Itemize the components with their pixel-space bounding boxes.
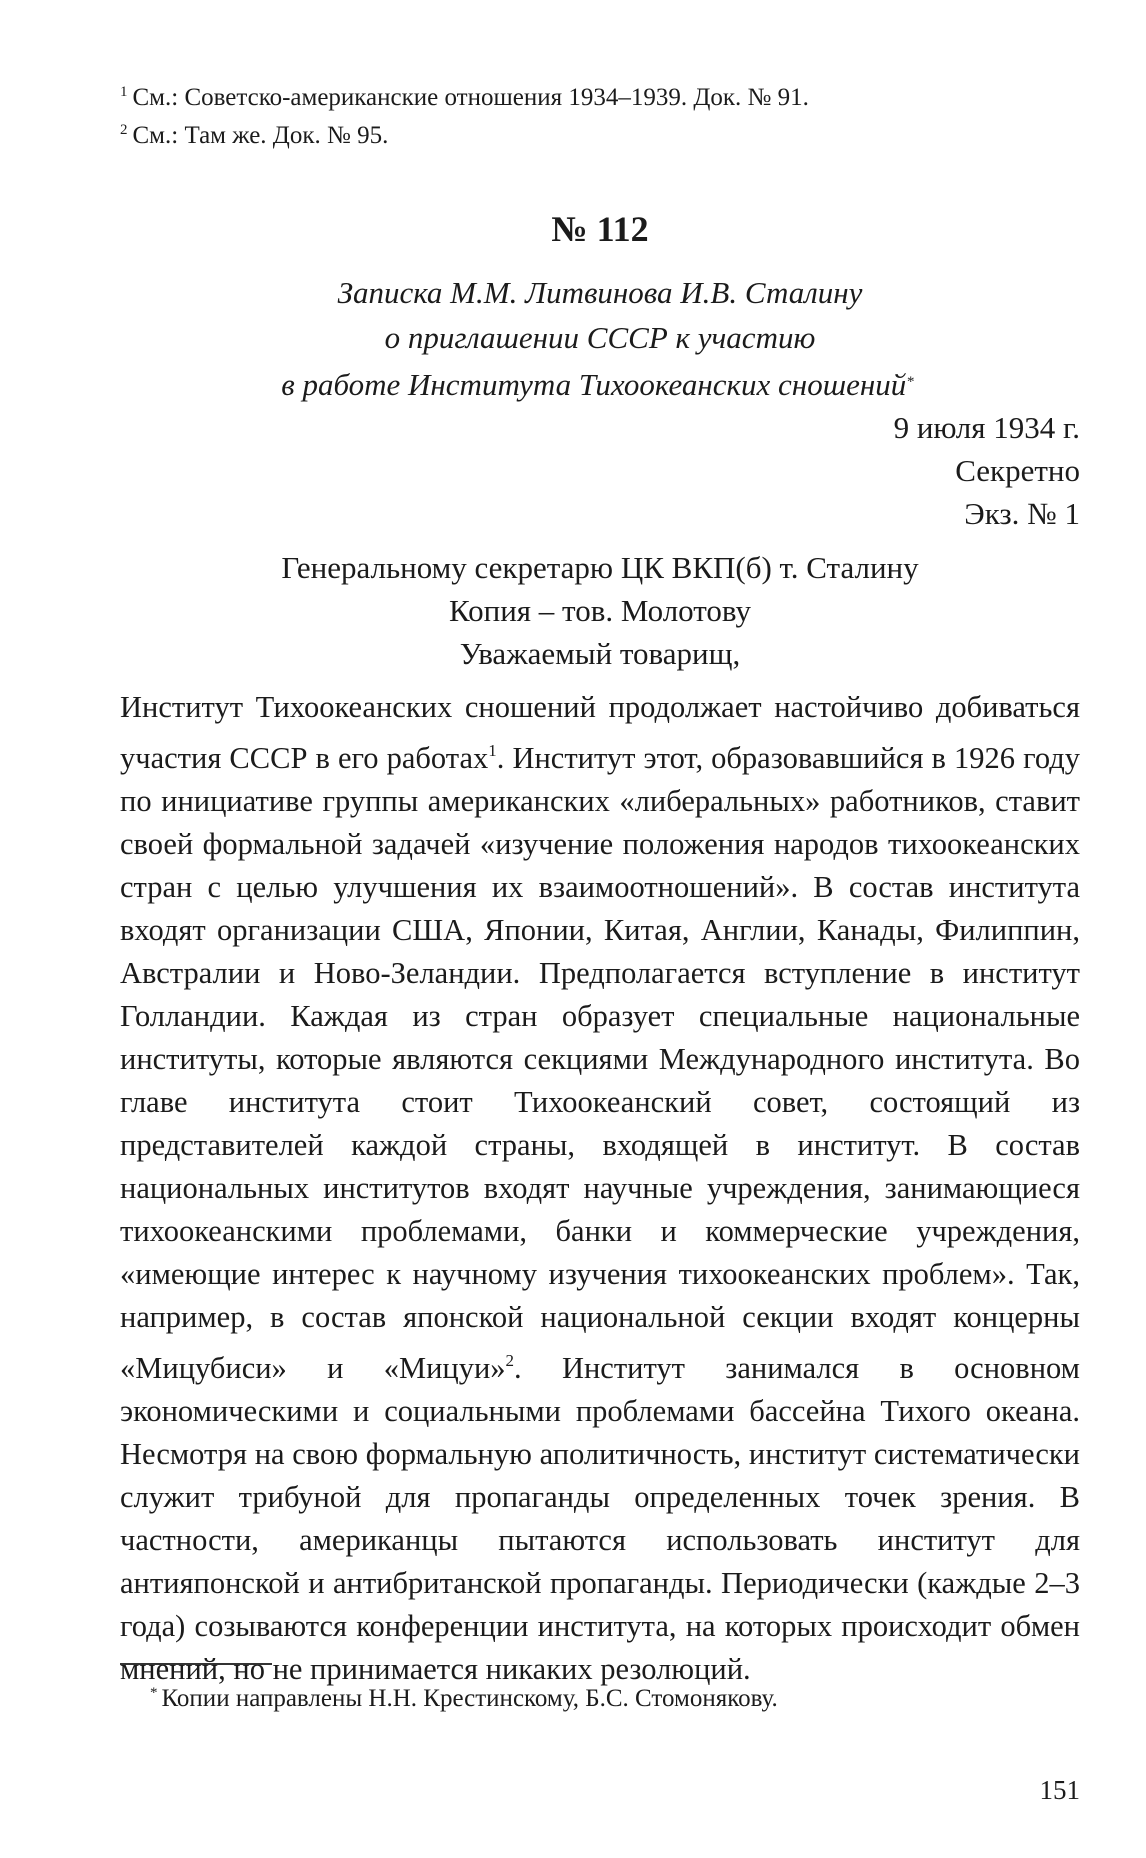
footnote-text: Копии направлены Н.Н. Крестинскому, Б.С. Стомонякову. (161, 1685, 778, 1712)
footnote-divider (120, 1663, 272, 1665)
title-line: в работе Института Тихоокеанских сношений* (281, 367, 914, 402)
addressee-line: Генеральному секретарю ЦК ВКП(б) т. Сталину (281, 550, 919, 585)
footnote-text: См.: Там же. Док. № 95. (132, 122, 389, 149)
salutation: Уважаемый товарищ, (459, 636, 741, 671)
copy-line: Копия – тов. Молотову (448, 593, 751, 628)
footnote-mark: 2 (120, 122, 128, 138)
title-line: о приглашении СССР к участию (384, 320, 816, 355)
document-footnote (150, 1685, 778, 1713)
title-footnote-mark: * (906, 374, 914, 390)
footnote-mark: * (150, 1685, 158, 1701)
page-number: 151 (1039, 1775, 1080, 1805)
title-line: Записка М.М. Литвинова И.В. Сталину (337, 275, 863, 310)
footnote-ref-1: 1 (488, 741, 497, 760)
footnote-2 (120, 114, 1020, 152)
footnote-text: См.: Советско-американские отношения 1934–1939. Док. № 91. (132, 84, 809, 111)
addressee-block (120, 546, 1080, 675)
footnote-mark: 1 (120, 84, 128, 100)
document-body (120, 686, 1080, 1691)
document-number: № 112 (551, 209, 649, 249)
footnote-1 (120, 76, 1020, 114)
document-meta (894, 406, 1080, 535)
document-title (120, 270, 1080, 407)
footnote-ref-2: 2 (505, 1351, 515, 1370)
classification: Секретно (955, 453, 1080, 488)
copy-number: Экз. № 1 (964, 496, 1080, 531)
previous-footnotes (120, 76, 1020, 152)
body-paragraph: Институт Тихоокеанских сношений продолжает настойчиво добиваться участия СССР в его работах$^1$. Институт этот, образовавшийся в 1926 году по инициативе группы американских «либеральных» работников, ставит своей формальной задачей «изучение положения народов тихоокеанских стран с целью улучшения их взаимоотношений». В состав института входят организации США, Японии, Китая, Англии, Канады, Филиппин, Австралии и Ново-Зеландии. Предполагается вступление в институт Голландии. Каждая из стран образует специальные национальные институты, которые являются секциями Международного института. Во главе института стоит Тихоокеанский совет, состоящий из представителей каждой страны, входящей в институт. В состав национальных институтов входят научные учреждения, занимающиеся тихоокеанскими проблемами, банки и коммерческие учреждения, «имеющие интерес к научному изучения тихоокеанских проблем». Так, например, в состав японской национальной секции входят концерны «Мицубиси» и «Мицуи»$^2$. Институт занимался в основном экономическими и социальными проблемами бассейна Тихого океана. Несмотря на свою формальную аполитичность, институт систематически служит трибуной для пропаганды определенных точек зрения. В частности, американцы пытаются использовать институт для антияпонской и антибританской пропаганды. Периодически (каждые 2–3 года) созываются конференции института, на которых происходит обмен мнений, но не принимается никаких резолюций. (120, 690, 1080, 1686)
document-date: 9 июля 1934 г. (893, 410, 1080, 445)
